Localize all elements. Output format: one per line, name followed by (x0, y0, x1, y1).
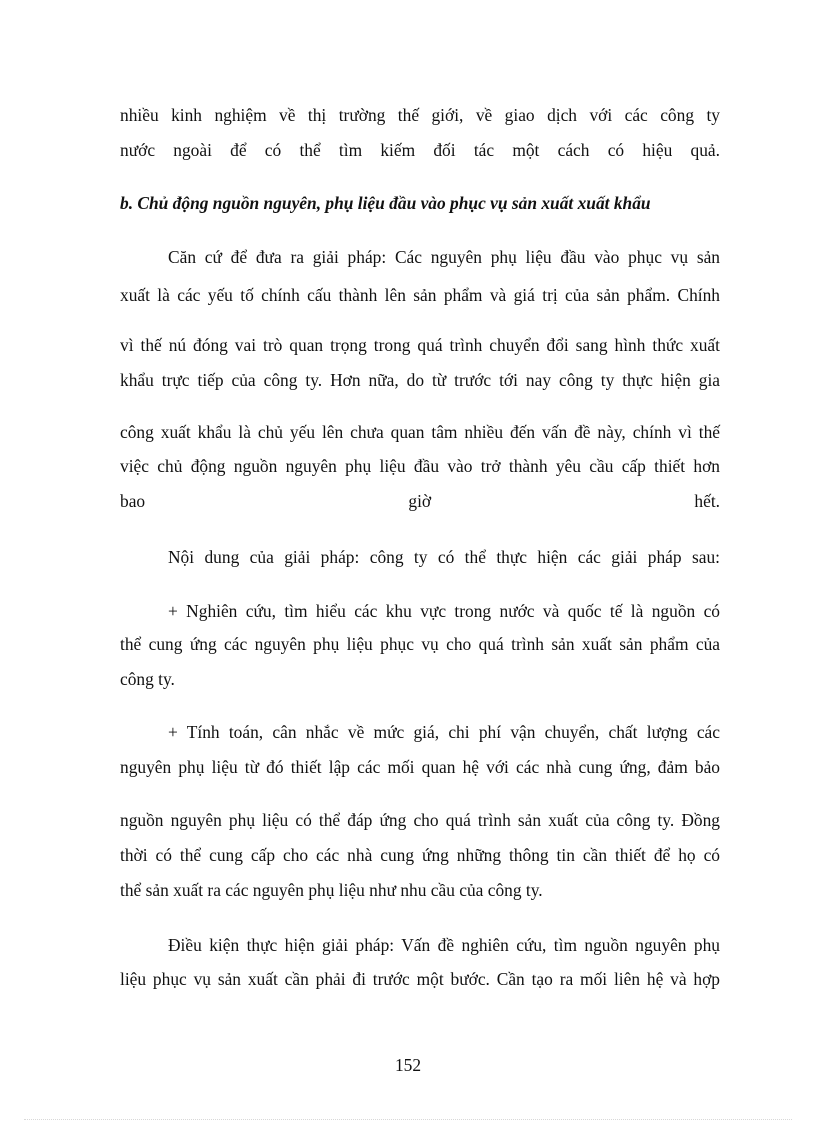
text-line: Nội dung của giải pháp: công ty có thể thực hiện các giải pháp sau: (168, 547, 720, 567)
text-line: công ty. (120, 669, 175, 689)
text-line: thể cung ứng các nguyên phụ liệu phục vụ cho quá trình sản xuất sản phẩm của (120, 634, 720, 654)
text-line: bao giờ hết. (120, 491, 720, 511)
text-line: nhiều kinh nghiệm về thị trường thế giới, về giao dịch với các công ty (120, 105, 720, 125)
text-line: liệu phục vụ sản xuất cần phải đi trước một bước. Cần tạo ra mối liên hệ và hợp (120, 969, 720, 989)
text-line: vì thế nú đóng vai trò quan trọng trong quá trình chuyển đổi sang hình thức xuất (120, 335, 720, 355)
page-number: 152 (394, 1055, 422, 1075)
text-line: Căn cứ để đưa ra giải pháp: Các nguyên phụ liệu đầu vào phục vụ sản (168, 247, 720, 267)
text-line: việc chủ động nguồn nguyên phụ liệu đầu vào trở thành yêu cầu cấp thiết hơn (120, 456, 720, 476)
text-line: nguyên phụ liệu từ đó thiết lập các mối quan hệ với các nhà cung ứng, đảm bảo (120, 757, 720, 777)
text-line: thể sản xuất ra các nguyên phụ liệu như nhu cầu của công ty. (120, 880, 543, 900)
text-line: khẩu trực tiếp của công ty. Hơn nữa, do từ trước tới nay công ty thực hiện gia (120, 370, 720, 390)
text-line: xuất là các yếu tố chính cấu thành lên sản phẩm và giá trị của sản phẩm. Chính (120, 285, 720, 305)
text-line: nguồn nguyên phụ liệu có thể đáp ứng cho quá trình sản xuất của công ty. Đồng (120, 810, 720, 830)
section-heading: b. Chủ động nguồn nguyên, phụ liệu đầu vào phục vụ sản xuất xuất khẩu (120, 193, 651, 213)
text-line: thời có thể cung cấp cho các nhà cung ứng những thông tin cần thiết để họ có (120, 845, 720, 865)
text-line: + Tính toán, cân nhắc về mức giá, chi phí vận chuyển, chất lượng các (168, 722, 720, 742)
text-line: nước ngoài để có thể tìm kiếm đối tác một cách có hiệu quả. (120, 140, 720, 160)
text-line: + Nghiên cứu, tìm hiểu các khu vực trong nước và quốc tế là nguồn có (168, 601, 720, 621)
text-line: công xuất khẩu là chủ yếu lên chưa quan tâm nhiều đến vấn đề này, chính vì thế (120, 422, 720, 442)
footer-divider (24, 1119, 792, 1120)
text-line: Điều kiện thực hiện giải pháp: Vấn đề nghiên cứu, tìm nguồn nguyên phụ (168, 935, 720, 955)
